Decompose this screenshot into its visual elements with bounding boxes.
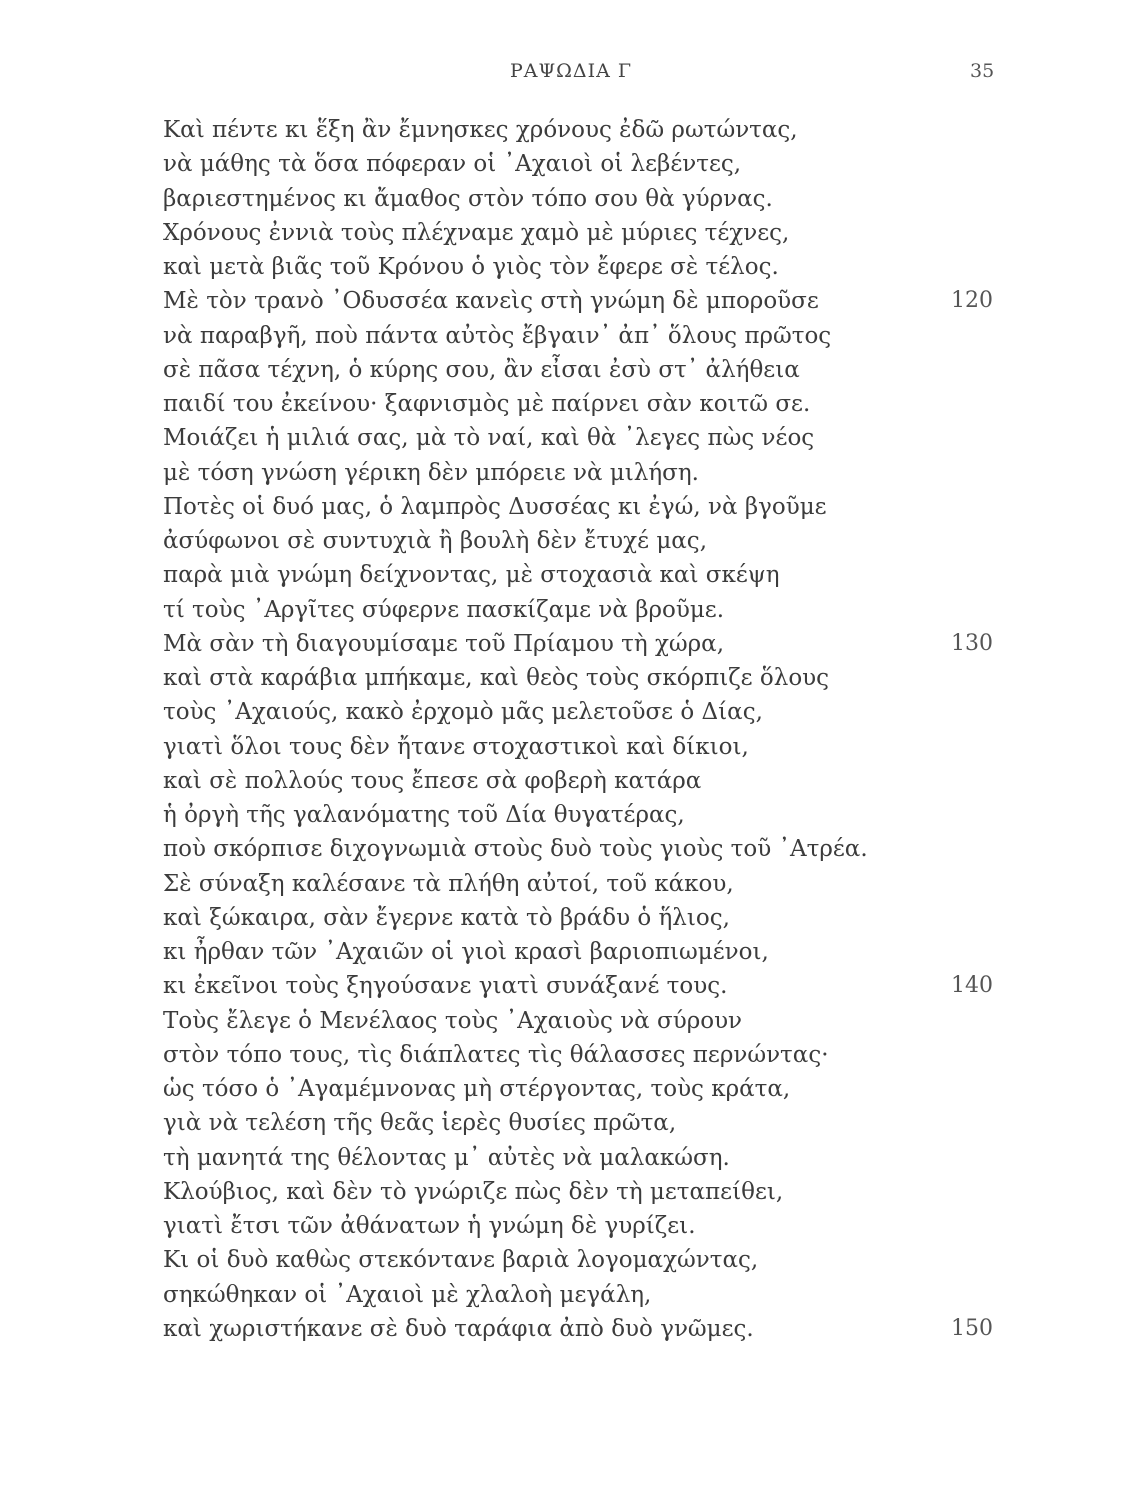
verse-text: νὰ παραβγῆ, ποὺ πάντα αὐτὸς ἔβγαιν᾿ ἀπ᾿ ὅλους πρῶτος <box>163 322 832 349</box>
verse-line <box>163 969 1023 1003</box>
verse-line <box>163 421 1023 455</box>
line-number: 150 <box>951 1315 993 1341</box>
verse-text: κι ἐκεῖνοι τοὺς ξηγούσανε γιατὶ συνάξανέ τους. <box>163 973 728 1000</box>
verse-line <box>163 1243 1023 1277</box>
verse-text: καὶ χωριστήκανε σὲ δυὸ ταράφια ἀπὸ δυὸ γνῶμες. <box>163 1315 754 1342</box>
verse-text: στὸν τόπο τους, τὶς διάπλατες τὶς θάλασσες περνώντας· <box>163 1041 829 1068</box>
verse-text: γιατὶ ὅλοι τους δὲν ἤτανε στοχαστικοὶ καὶ δίκιοι, <box>163 733 749 760</box>
chapter-title: ΡΑΨΩΔΙΑ Γ <box>510 60 633 82</box>
verse-text: κι ἦρθαν τῶν ᾿Αχαιῶν οἱ γιοὶ κρασὶ βαριοπιωμένοι, <box>163 939 769 965</box>
verse-line <box>163 216 1023 250</box>
verse-line <box>163 284 1023 318</box>
verse-line <box>163 490 1023 524</box>
verse-line <box>163 1038 1023 1072</box>
verse-line <box>163 867 1023 901</box>
line-number: 140 <box>951 973 993 999</box>
verse-line <box>163 353 1023 387</box>
verse-line <box>163 832 1023 866</box>
verse-line <box>163 901 1023 935</box>
verse-text: βαριεστημένος κι ἄμαθος στὸν τόπο σου θὰ γύρνας. <box>163 185 773 212</box>
verse-line <box>163 627 1023 661</box>
verse-text: σηκώθηκαν οἱ ᾿Αχαιοὶ μὲ χλαλοὴ μεγάλη, <box>163 1281 652 1308</box>
poem-text <box>163 113 1023 1346</box>
verse-text: Τοὺς ἔλεγε ὁ Μενέλαος τοὺς ᾿Αχαιοὺς νὰ σύρουν <box>163 1007 743 1034</box>
verse-text: παρὰ μιὰ γνώμη δείχνοντας, μὲ στοχασιὰ καὶ σκέψη <box>163 562 780 589</box>
verse-line <box>163 1106 1023 1140</box>
verse-text: παιδί του ἐκείνου· ξαφνισμὸς μὲ παίρνει σὰν κοιτῶ σε. <box>163 391 811 417</box>
verse-line <box>163 593 1023 627</box>
verse-text: Κι οἱ δυὸ καθὼς στεκόντανε βαριὰ λογομαχώντας, <box>163 1247 759 1274</box>
verse-line <box>163 1312 1023 1346</box>
verse-line <box>163 387 1023 421</box>
verse-text: ὡς τόσο ὁ ᾿Αγαμέμνονας μὴ στέργοντας, τοὺς κράτα, <box>163 1076 791 1102</box>
verse-text: μὲ τόση γνώση γέρικη δὲν μπόρειε νὰ μιλήση. <box>163 459 699 486</box>
verse-text: Μὰ σὰν τὴ διαγουμίσαμε τοῦ Πρίαμου τὴ χώρα, <box>163 630 725 657</box>
verse-text: καὶ μετὰ βιᾶς τοῦ Κρόνου ὁ γιὸς τὸν ἔφερε σὲ τέλος. <box>163 254 779 280</box>
verse-text: τοὺς ᾿Αχαιούς, κακὸ ἐρχομὸ μᾶς μελετοῦσε ὁ Δίας, <box>163 699 763 726</box>
verse-line <box>163 661 1023 695</box>
verse-text: τί τοὺς ᾿Αργῖτες σύφερνε πασκίζαμε νὰ βροῦμε. <box>163 596 725 623</box>
verse-line <box>163 730 1023 764</box>
verse-line <box>163 147 1023 181</box>
verse-text: Χρόνους ἐννιὰ τοὺς πλέχναμε χαμὸ μὲ μύριες τέχνες, <box>163 219 790 246</box>
verse-line <box>163 250 1023 284</box>
verse-text: Καὶ πέντε κι ἕξη ἂν ἔμνησκες χρόνους ἐδῶ ρωτώντας, <box>163 117 798 143</box>
verse-text: γιὰ νὰ τελέση τῆς θεᾶς ἱερὲς θυσίες πρῶτα, <box>163 1110 677 1137</box>
verse-line <box>163 764 1023 798</box>
verse-line <box>163 524 1023 558</box>
verse-line <box>163 456 1023 490</box>
page-number: 35 <box>970 60 995 82</box>
verse-line <box>163 798 1023 832</box>
verse-text: σὲ πᾶσα τέχνη, ὁ κύρης σου, ἂν εἶσαι ἐσὺ στ᾿ ἀλήθεια <box>163 356 800 383</box>
verse-text: ἀσύφωνοι σὲ συντυχιὰ ἢ βουλὴ δὲν ἔτυχέ μας, <box>163 528 708 554</box>
verse-text: ἡ ὀργὴ τῆς γαλανόματης τοῦ Δία θυγατέρας, <box>163 802 685 828</box>
verse-line <box>163 1278 1023 1312</box>
line-number: 120 <box>951 288 993 314</box>
verse-text: Μὲ τὸν τρανὸ ᾿Οδυσσέα κανεὶς στὴ γνώμη δὲ μποροῦσε <box>163 288 819 315</box>
verse-text: νὰ μάθης τὰ ὅσα πόφεραν οἱ ᾿Αχαιοὶ οἱ λεβέντες, <box>163 151 742 178</box>
verse-text: Μοιάζει ἡ μιλιά σας, μὰ τὸ ναί, καὶ θὰ ᾿λεγες πὼς νέος <box>163 425 815 452</box>
verse-text: ποὺ σκόρπισε διχογνωμιὰ στοὺς δυὸ τοὺς γιοὺς τοῦ ᾿Ατρέα. <box>163 836 868 863</box>
verse-text: καὶ ξώκαιρα, σὰν ἔγερνε κατὰ τὸ βράδυ ὁ ἥλιος, <box>163 904 730 931</box>
verse-line <box>163 558 1023 592</box>
verse-line <box>163 1072 1023 1106</box>
verse-line <box>163 1209 1023 1243</box>
verse-line <box>163 113 1023 147</box>
verse-text: Σὲ σύναξη καλέσανε τὰ πλήθη αὐτοί, τοῦ κάκου, <box>163 870 734 897</box>
verse-line <box>163 182 1023 216</box>
verse-text: καὶ στὰ καράβια μπήκαμε, καὶ θεὸς τοὺς σκόρπιζε ὅλους <box>163 665 830 691</box>
verse-line <box>163 319 1023 353</box>
verse-text: καὶ σὲ πολλούς τους ἔπεσε σὰ φοβερὴ κατάρα <box>163 767 702 794</box>
verse-text: γιατὶ ἔτσι τῶν ἀθάνατων ἡ γνώμη δὲ γυρίζει. <box>163 1213 696 1239</box>
verse-text: Κλούβιος, καὶ δὲν τὸ γνώριζε πὼς δὲν τὴ μεταπείθει, <box>163 1178 784 1205</box>
verse-line <box>163 695 1023 729</box>
verse-line <box>163 1175 1023 1209</box>
running-head <box>0 60 1147 90</box>
verse-line <box>163 935 1023 969</box>
verse-text: τὴ μανητά της θέλοντας μ᾿ αὐτὲς νὰ μαλακώση. <box>163 1144 730 1171</box>
verse-line <box>163 1004 1023 1038</box>
verse-text: Ποτὲς οἱ δυό μας, ὁ λαμπρὸς Δυσσέας κι ἐγώ, νὰ βγοῦμε <box>163 493 827 520</box>
verse-line <box>163 1141 1023 1175</box>
line-number: 130 <box>951 630 993 656</box>
